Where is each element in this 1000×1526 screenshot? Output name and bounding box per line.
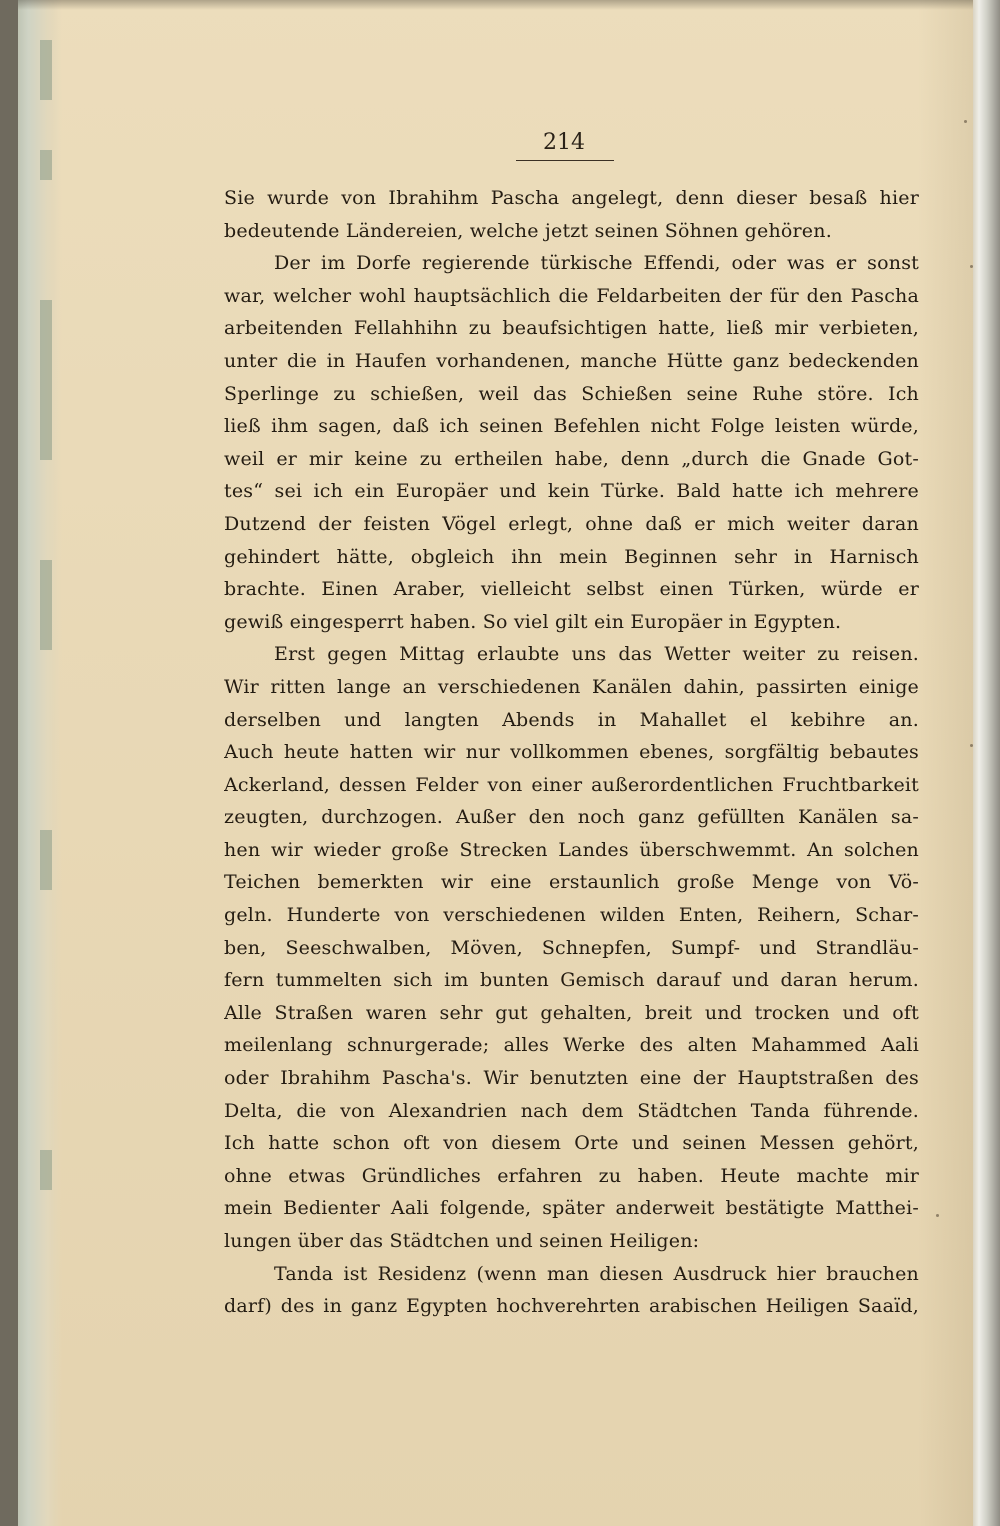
text-line: Wir ritten lange an verschiedenen Kanälen dahin, passirten einige — [224, 675, 919, 698]
text-line: zeugten, durchzogen. Außer den noch ganz gefüllten Kanälen sa- — [224, 806, 919, 829]
text-line: darf) des in ganz Egypten hochverehrten arabischen Heiligen Saaïd, — [224, 1295, 919, 1318]
binding-stain — [40, 40, 52, 100]
text-line: derselben und langten Abends in Mahallet el kebihre an. — [224, 708, 919, 731]
text-line: Auch heute hatten wir nur vollkommen ebenes, sorgfältig bebautes — [224, 741, 919, 764]
binding-stain — [40, 300, 52, 460]
text-line: lungen über das Städtchen und seinen Heiligen: — [224, 1230, 700, 1252]
body-text — [224, 182, 919, 1323]
text-line: Tanda ist Residenz (wenn man diesen Ausdruck hier brauchen — [274, 1262, 919, 1285]
text-line: Ich hatte schon oft von diesem Orte und seinen Messen gehört, — [224, 1132, 919, 1155]
text-line: brachte. Einen Araber, vielleicht selbst einen Türken, würde er — [224, 578, 919, 601]
binding-stain — [40, 150, 52, 180]
text-line: ben, Seeschwalben, Möven, Schnepfen, Sumpf- und Strandläu- — [224, 936, 919, 959]
text-line: weil er mir keine zu ertheilen habe, denn „durch die Gnade Got- — [224, 447, 919, 470]
book-fore-edge — [973, 0, 1000, 1526]
text-line: geln. Hunderte von verschiedenen wilden Enten, Reihern, Schar- — [224, 904, 919, 927]
page-top-shadow — [18, 0, 973, 10]
text-line: hen wir wieder große Strecken Landes überschwemmt. An solchen — [224, 838, 919, 861]
text-line: Ackerland, dessen Felder von einer außerordentlichen Fruchtbarkeit — [224, 773, 919, 796]
page-binding-edge — [18, 0, 62, 1526]
paper-speck — [936, 1214, 939, 1217]
text-line: Erst gegen Mittag erlaubte uns das Wetter weiter zu reisen. — [274, 643, 919, 666]
text-line: gehindert hätte, obgleich ihn mein Beginnen sehr in Harnisch — [224, 545, 919, 568]
text-line: Sie wurde von Ibrahihm Pascha angelegt, denn dieser besaß hier — [224, 187, 919, 209]
binding-stain — [40, 1150, 52, 1190]
binding-stain — [40, 830, 52, 890]
text-line: fern tummelten sich im bunten Gemisch darauf und daran herum. — [224, 969, 919, 992]
text-line: Dutzend der feisten Vögel erlegt, ohne daß er mich weiter daran — [224, 512, 919, 535]
text-line: ohne etwas Gründliches erfahren zu haben. Heute machte mir — [224, 1164, 919, 1187]
text-line: arbeitenden Fellahhihn zu beaufsichtigen hatte, ließ mir verbieten, — [224, 317, 919, 340]
text-line: Der im Dorfe regierende türkische Effendi, oder was er sonst — [274, 252, 919, 275]
page-number-rule — [516, 160, 614, 161]
text-line: war, welcher wohl hauptsächlich die Feldarbeiten der für den Pascha — [224, 284, 919, 307]
page-number: 214 — [543, 130, 585, 155]
text-line: ließ ihm sagen, daß ich seinen Befehlen nicht Folge leisten würde, — [224, 415, 919, 438]
text-line: Alle Straßen waren sehr gut gehalten, breit und trocken und oft — [224, 1001, 919, 1024]
text-line: tes“ sei ich ein Europäer und kein Türke. Bald hatte ich mehrere — [224, 480, 919, 503]
book-page — [18, 0, 973, 1526]
text-line: unter die in Haufen vorhandenen, manche Hütte ganz bedeckenden — [224, 349, 919, 372]
paper-speck — [964, 120, 967, 123]
text-line: Teichen bemerkten wir eine erstaunlich große Menge von Vö- — [224, 871, 919, 894]
text-line: oder Ibrahihm Pascha's. Wir benutzten eine der Hauptstraßen des — [224, 1067, 919, 1090]
text-line: mein Bedienter Aali folgende, später anderweit bestätigte Matthei- — [224, 1197, 919, 1220]
text-line: bedeutende Ländereien, welche jetzt seinen Söhnen gehören. — [224, 219, 832, 242]
binding-stain — [40, 560, 52, 650]
text-line: meilenlang schnurgerade; alles Werke des alten Mahammed Aali — [224, 1034, 919, 1057]
text-line: gewiß eingesperrt haben. So viel gilt ein Europäer in Egypten. — [224, 610, 842, 633]
text-line: Sperlinge zu schießen, weil das Schießen seine Ruhe störe. Ich — [224, 382, 919, 405]
text-line: Delta, die von Alexandrien nach dem Städtchen Tanda führende. — [224, 1099, 919, 1122]
